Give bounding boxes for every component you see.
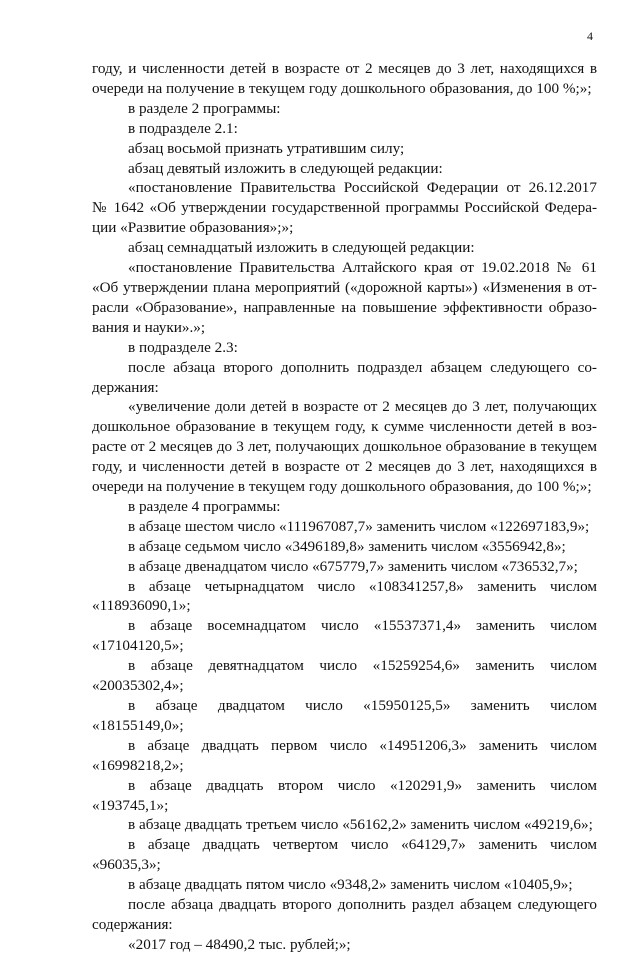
text-line: дошкольное образование в текущем году, к сумме численности детей в воз- — [92, 418, 597, 436]
text-line: в абзаце восемнадцатом число «15537371,4» заменить числом — [128, 617, 597, 635]
text-line: «Об утверждении плана мероприятий («дорожной карты») «Изменения в от- — [92, 278, 597, 296]
text-line: в разделе 4 программы: — [128, 497, 281, 515]
text-line: очереди на получение в текущем году дошкольного образования, до 100 %;»; — [92, 478, 592, 496]
text-line: в абзаце двенадцатом число «675779,7» заменить числом «736532,7»; — [128, 557, 578, 575]
text-line: «17104120,5»; — [92, 637, 184, 655]
document-body — [92, 59, 597, 955]
text-line: году, и численности детей в возрасте от 2 месяцев до 3 лет, находящихся в — [92, 60, 597, 77]
text-line: в абзаце шестом число «111967087,7» заменить числом «122697183,9»; — [128, 517, 590, 535]
text-line: «18155149,0»; — [92, 716, 184, 734]
text-line: «16998218,2»; — [92, 756, 184, 774]
text-line: в подразделе 2.1: — [128, 119, 238, 137]
text-line: в абзаце девятнадцатом число «15259254,6» заменить числом — [128, 657, 597, 675]
text-line: в абзаце двадцать первом число «14951206,3» заменить числом — [128, 736, 597, 754]
text-line: содержания: — [92, 915, 173, 933]
text-line: абзац семнадцатый изложить в следующей редакции: — [128, 239, 475, 257]
text-line: «постановление Правительства Российской Федерации от 26.12.2017 — [128, 179, 597, 197]
text-line: в абзаце двадцать третьем число «56162,2» заменить числом «49219,6»; — [128, 816, 593, 834]
text-line: «2017 год – 48490,2 тыс. рублей;»; — [128, 935, 351, 953]
text-line: в абзаце двадцатом число «15950125,5» заменить числом — [128, 697, 597, 714]
text-line: абзац девятый изложить в следующей редакции: — [128, 159, 443, 177]
text-line: в абзаце двадцать пятом число «9348,2» заменить числом «10405,9»; — [128, 876, 573, 894]
text-line: «118936090,1»; — [92, 597, 191, 615]
text-line: в абзаце двадцать втором число «120291,9» заменить числом — [128, 776, 597, 794]
text-line: ции «Развитие образования»;»; — [92, 219, 294, 237]
text-line: в разделе 2 программы: — [128, 99, 281, 117]
text-line: № 1642 «Об утверждении государственной программы Российской Федера- — [92, 199, 597, 217]
text-line: «193745,1»; — [92, 796, 169, 814]
page-number: 4 — [587, 29, 593, 43]
text-line: вания и науки».»; — [92, 318, 206, 336]
text-line: в абзаце двадцать четвертом число «64129,7» заменить числом — [128, 836, 597, 854]
text-line: «96035,3»; — [92, 856, 161, 874]
text-line: в абзаце четырнадцатом число «108341257,8» заменить числом — [128, 577, 597, 595]
text-line: расли «Образование», направленные на повышение эффективности образо- — [92, 298, 597, 316]
text-line: держания: — [92, 378, 159, 396]
text-line: «20035302,4»; — [92, 677, 184, 695]
text-line: году, и численности детей в возрасте от 2 месяцев до 3 лет, находящихся в — [92, 458, 597, 476]
text-line: после абзаца двадцать второго дополнить раздел абзацем следующего — [128, 896, 597, 914]
text-line: в абзаце седьмом число «3496189,8» заменить числом «3556942,8»; — [128, 537, 566, 555]
text-line: очереди на получение в текущем году дошкольного образования, до 100 %;»; — [92, 79, 592, 97]
text-line: в подразделе 2.3: — [128, 338, 238, 356]
text-line: «увеличение доли детей в возрасте от 2 месяцев до 3 лет, получающих — [128, 398, 597, 416]
text-line: абзац восьмой признать утратившим силу; — [128, 139, 405, 157]
text-line: после абзаца второго дополнить подраздел абзацем следующего со- — [128, 358, 597, 376]
text-line: расте от 2 месяцев до 3 лет, получающих дошкольное образование в текущем — [92, 438, 597, 456]
text-line: «постановление Правительства Алтайского края от 19.02.2018 № 61 — [128, 259, 597, 277]
